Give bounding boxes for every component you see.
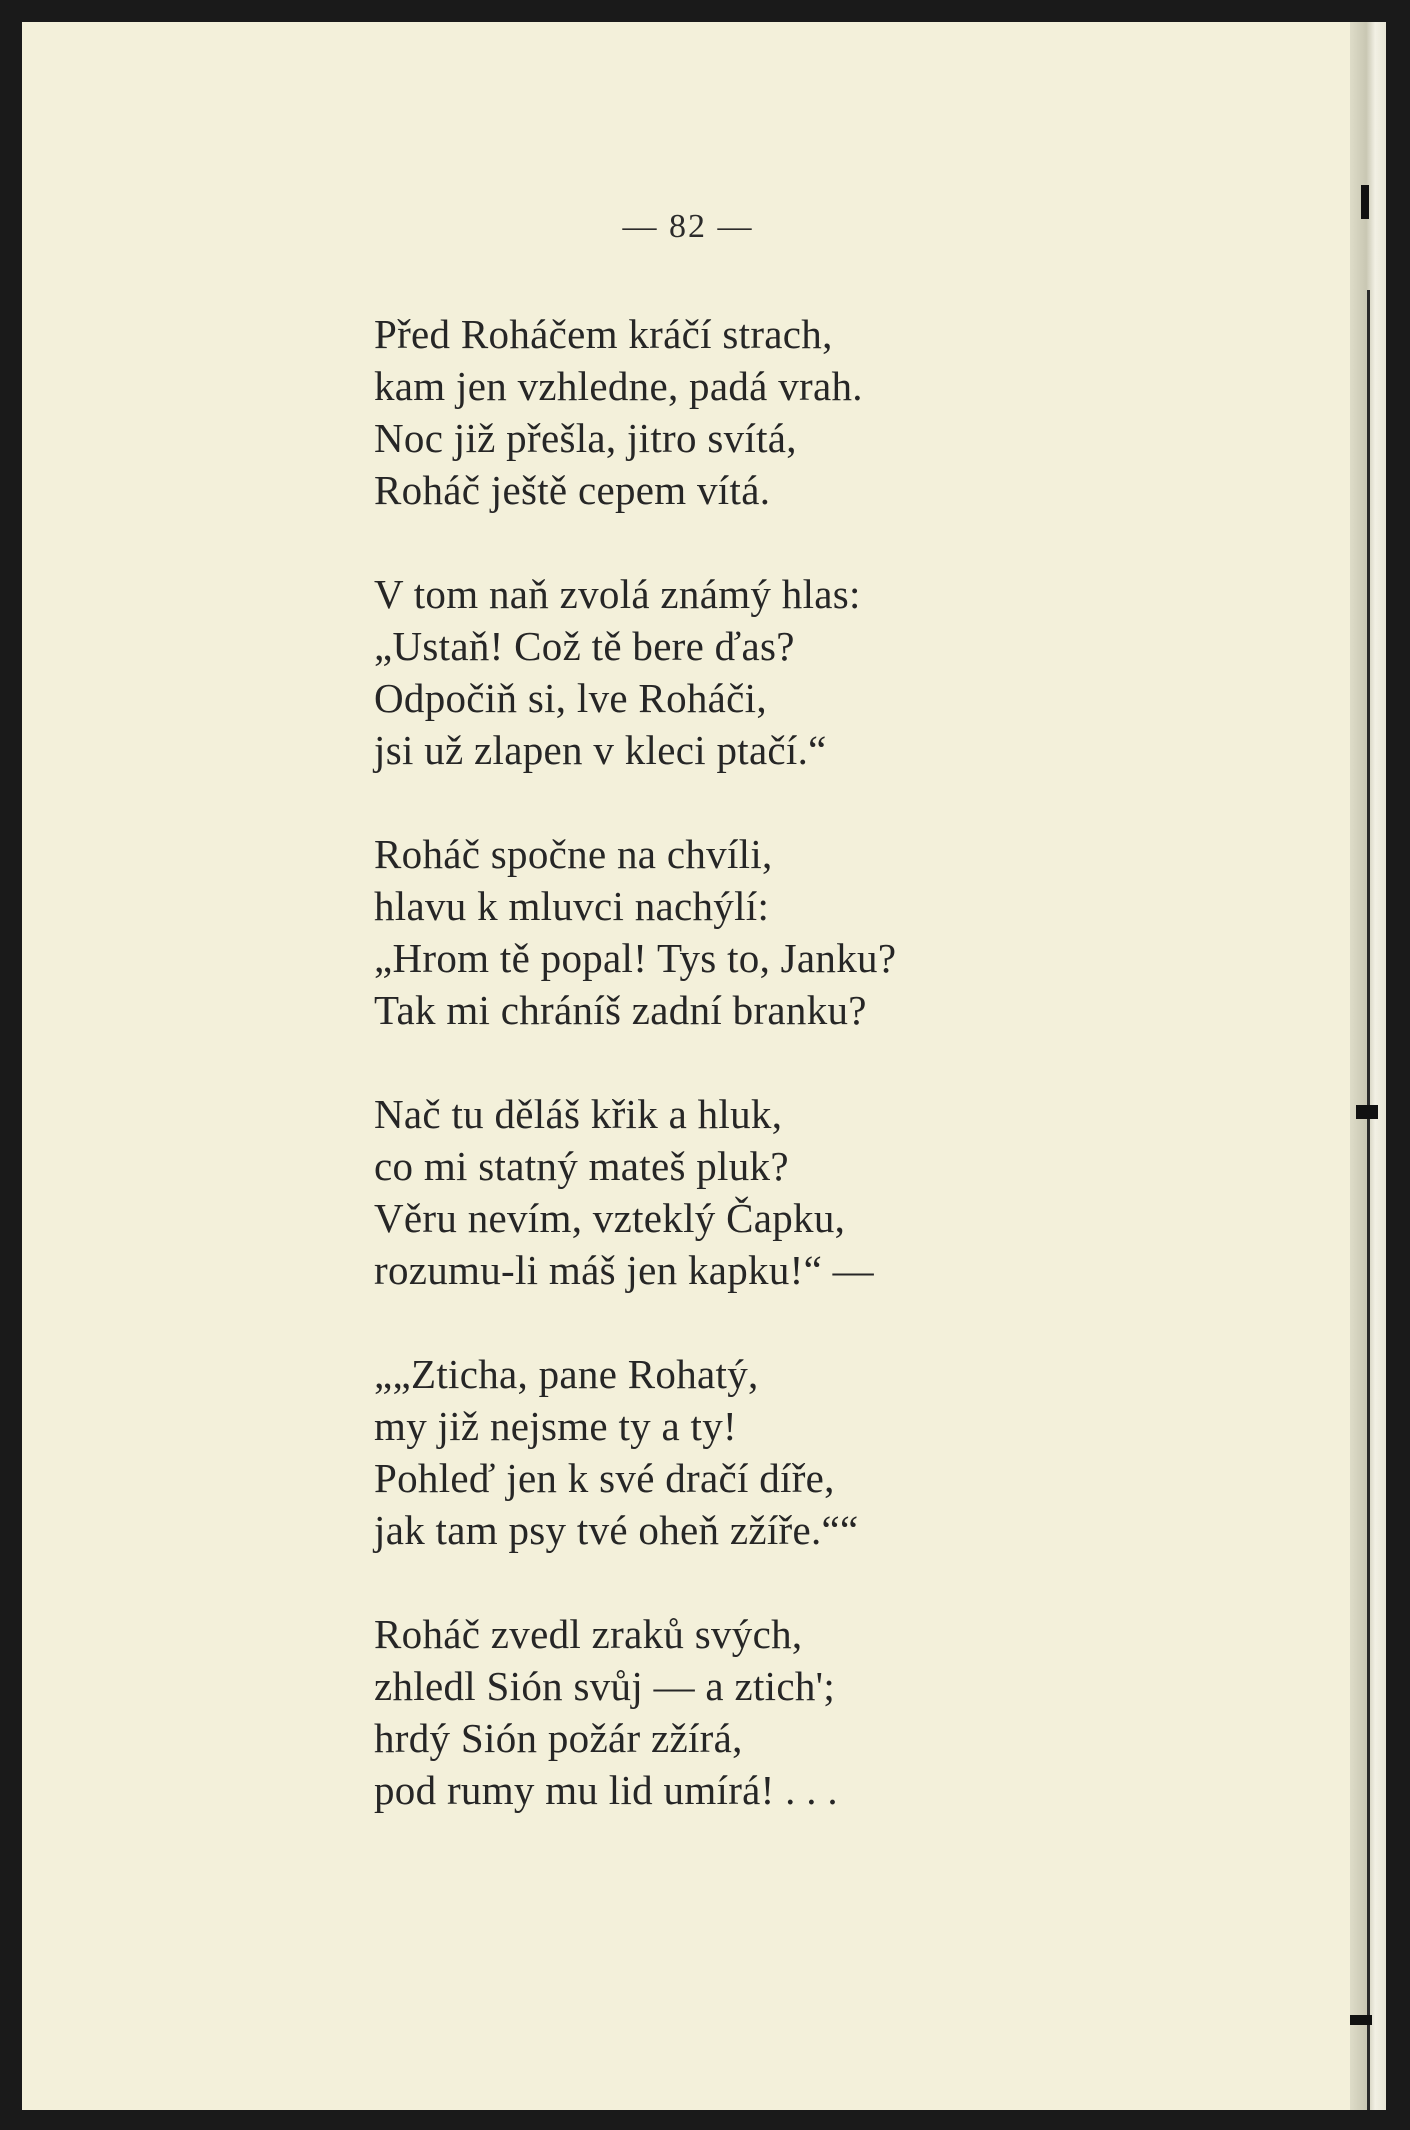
poem-line: jsi už zlapen v kleci ptačí.“ <box>374 727 827 773</box>
poem-line: hlavu k mluvci nachýlí: <box>374 883 770 929</box>
poem-line: Pohleď jen k své dračí díře, <box>374 1455 835 1501</box>
poem-line: my již nejsme ty a ty! <box>374 1403 737 1449</box>
poem-line: Roháč ještě cepem vítá. <box>374 467 771 513</box>
poem-line: Noc již přešla, jitro svítá, <box>374 415 797 461</box>
poem-line: Roháč spočne na chvíli, <box>374 831 773 877</box>
stanza-4 <box>374 1088 1074 1296</box>
poem-line: V tom naň zvolá známý hlas: <box>374 571 861 617</box>
poem-line: Věru nevím, vzteklý Čapku, <box>374 1195 846 1241</box>
stanza-6 <box>374 1608 1074 1816</box>
poem-line: Před Roháčem kráčí strach, <box>374 311 833 357</box>
poem-line: kam jen vzhledne, padá vrah. <box>374 363 863 409</box>
poem <box>374 308 1074 1868</box>
poem-line: jak tam psy tvé oheň zžíře.““ <box>374 1507 859 1553</box>
gutter-edge-line <box>1367 290 1370 2110</box>
poem-line: „„Zticha, pane Rohatý, <box>374 1351 759 1397</box>
poem-line: co mi statný mateš pluk? <box>374 1143 789 1189</box>
poem-line: hrdý Sión požár zžírá, <box>374 1715 743 1761</box>
poem-line: rozumu-li máš jen kapku!“ — <box>374 1247 874 1293</box>
poem-line: „Hrom tě popal! Tys to, Janku? <box>374 935 897 981</box>
stanza-1 <box>374 308 1074 516</box>
poem-line: Tak mi chráníš zadní branku? <box>374 987 867 1033</box>
gutter-mark-bottom <box>1350 2015 1372 2025</box>
poem-line: Nač tu děláš křik a hluk, <box>374 1091 783 1137</box>
stanza-5 <box>374 1348 1074 1556</box>
poem-line: pod rumy mu lid umírá! . . . <box>374 1767 838 1813</box>
poem-line: zhledl Sión svůj — a ztich'; <box>374 1663 836 1709</box>
poem-line: Odpočiň si, lve Roháči, <box>374 675 767 721</box>
page-number: — 82 — <box>622 208 754 245</box>
poem-line: Roháč zvedl zraků svých, <box>374 1611 803 1657</box>
stanza-3 <box>374 828 1074 1036</box>
gutter-mark-middle <box>1356 1105 1378 1119</box>
stanza-2 <box>374 568 1074 776</box>
poem-line: „Ustaň! Což tě bere ďas? <box>374 623 795 669</box>
